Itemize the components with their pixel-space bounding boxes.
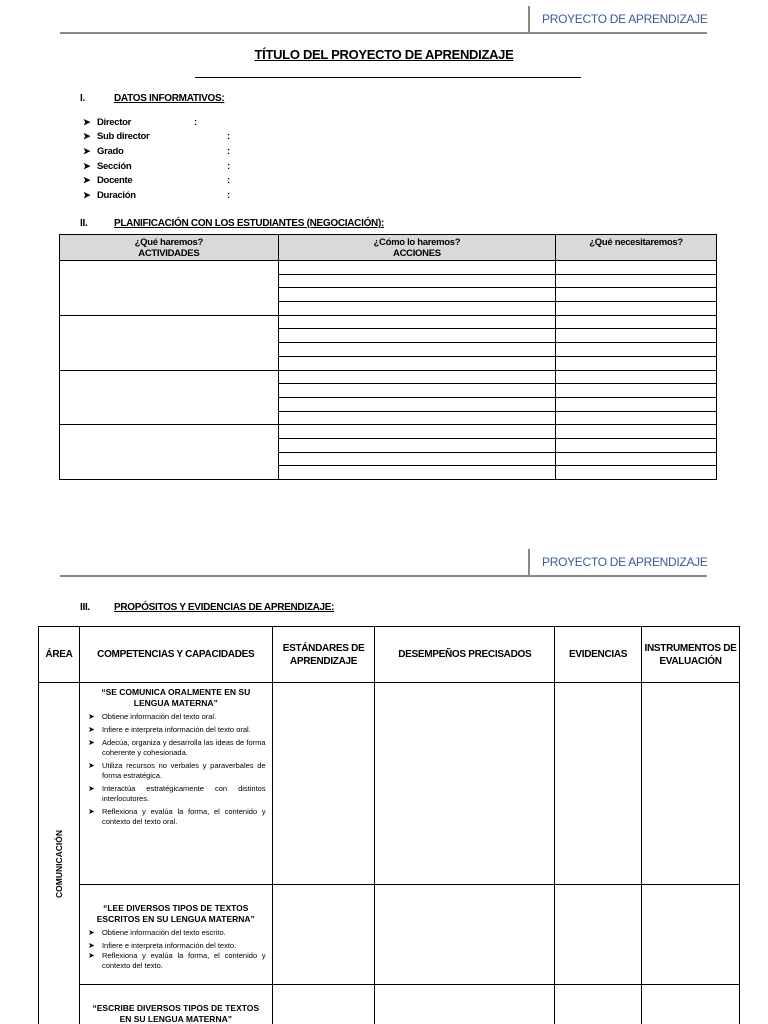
area-cell <box>39 683 80 1024</box>
header-actions: ¿Cómo lo haremos? ACCIONES <box>278 235 556 261</box>
info-item-docente: ➤ Docente : <box>83 175 230 187</box>
info-list <box>83 115 230 203</box>
activity-cell[interactable] <box>60 261 279 316</box>
header-area: ÁREA <box>39 627 80 683</box>
info-item-duracion: ➤ Duración : <box>83 189 230 201</box>
header-resources: ¿Qué necesitaremos? <box>556 235 717 261</box>
list-item: ➤ Interactúa estratégicamente con distintos interlocutores. <box>87 784 266 803</box>
table-row <box>39 885 740 985</box>
title-underline-field <box>195 77 581 78</box>
header-activities: ¿Qué haremos? ACTIVIDADES <box>60 235 279 261</box>
competency-cell <box>79 885 272 985</box>
table-row <box>39 683 740 885</box>
arrow-icon: ➤ <box>83 160 91 171</box>
header-divider <box>528 549 530 576</box>
section-3-heading: III. PROPÓSITOS Y EVIDENCIAS DE APRENDIZAJE: <box>80 602 335 613</box>
list-item: ➤ Infiere e interpreta información del texto. <box>87 941 237 950</box>
area-label: COMUNICACIÓN <box>53 829 64 898</box>
list-item: ➤ Obtiene información del texto oral. <box>87 712 217 721</box>
list-item: ➤ Reflexiona y evalúa la forma, el contenido y contexto del texto. <box>87 951 266 970</box>
competency-title: “LEE DIVERSOS TIPOS DE TEXTOS ESCRITOS EN SU LENGUA MATERNA” <box>96 903 255 924</box>
arrow-icon: ➤ <box>87 725 95 734</box>
header-divider <box>528 6 530 33</box>
arrow-icon: ➤ <box>87 951 95 960</box>
table-row <box>39 985 740 1024</box>
activity-cell[interactable] <box>60 425 279 480</box>
table-row <box>60 370 717 384</box>
arrow-icon: ➤ <box>83 189 91 200</box>
header-performances: DESEMPEÑOS PRECISADOS <box>375 627 555 683</box>
info-item-director: ➤ Director : <box>83 116 197 128</box>
arrow-icon: ➤ <box>87 761 95 770</box>
list-item: ➤ Reflexiona y evalúa la forma, el contenido y contexto del texto oral. <box>87 807 266 826</box>
table-row <box>60 315 717 329</box>
competency-cell <box>79 683 272 885</box>
arrow-icon: ➤ <box>87 807 95 816</box>
info-item-grado: ➤ Grado : <box>83 145 230 157</box>
header-evidences: EVIDENCIAS <box>555 627 642 683</box>
arrow-icon: ➤ <box>83 145 91 156</box>
header-instruments: INSTRUMENTOS DE EVALUACIÓN <box>642 627 740 683</box>
activity-cell[interactable] <box>60 370 279 425</box>
competency-cell <box>79 985 272 1024</box>
header-standards: ESTÁNDARES DE APRENDIZAJE <box>272 627 375 683</box>
competency-title: “ESCRIBE DIVERSOS TIPOS DE TEXTOS EN SU LENGUA MATERNA” <box>92 1003 260 1024</box>
list-item: ➤ Adecúa, organiza y desarrolla las ideas de forma coherente y cohesionada. <box>87 738 266 757</box>
document-title: TÍTULO DEL PROYECTO DE APRENDIZAJE <box>254 47 514 62</box>
section-1-heading: I. DATOS INFORMATIVOS: <box>80 93 225 104</box>
arrow-icon: ➤ <box>87 928 95 937</box>
header-label: PROYECTO DE APRENDIZAJE <box>542 12 708 26</box>
capacity-list <box>88 712 266 827</box>
arrow-icon: ➤ <box>83 116 91 127</box>
purposes-table <box>38 626 740 1024</box>
info-item-subdirector: ➤ Sub director : <box>83 131 230 143</box>
info-item-seccion: ➤ Sección : <box>83 160 230 172</box>
list-item: ➤ Utiliza recursos no verbales y paraverbales de forma estratégica. <box>87 761 266 780</box>
planning-table <box>59 234 717 480</box>
activity-cell[interactable] <box>60 315 279 370</box>
arrow-icon: ➤ <box>83 175 91 186</box>
header-label: PROYECTO DE APRENDIZAJE <box>542 555 708 569</box>
competency-title: “SE COMUNICA ORALMENTE EN SU LENGUA MATERNA” <box>101 687 251 708</box>
arrow-icon: ➤ <box>87 784 95 793</box>
arrow-icon: ➤ <box>83 131 91 142</box>
section-2-heading: II. PLANIFICACIÓN CON LOS ESTUDIANTES (NEGOCIACIÓN): <box>80 218 385 229</box>
capacity-list <box>88 928 266 971</box>
list-item: ➤ Obtiene información del texto escrito. <box>87 928 226 937</box>
header-rule <box>60 575 707 577</box>
list-item: ➤ Infiere e interpreta información del texto oral. <box>87 725 251 734</box>
arrow-icon: ➤ <box>87 738 95 747</box>
table-row <box>60 425 717 439</box>
arrow-icon: ➤ <box>87 941 95 950</box>
header-rule <box>60 32 707 34</box>
table-row <box>60 261 717 275</box>
arrow-icon: ➤ <box>87 712 95 721</box>
header-competencies: COMPETENCIAS Y CAPACIDADES <box>79 627 272 683</box>
